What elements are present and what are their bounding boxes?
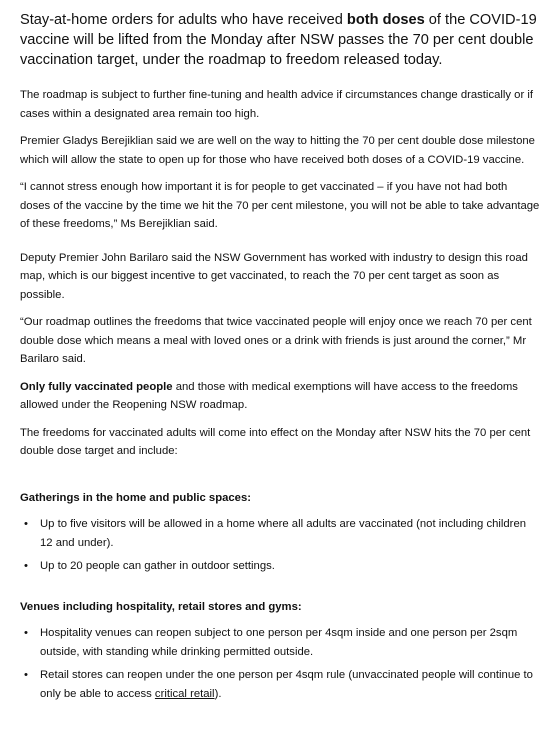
section-heading-gatherings: Gatherings in the home and public spaces: bbox=[20, 491, 252, 504]
paragraph-roadmap-subject: The roadmap is subject to further fine-tuning and health advice if circumstances change drastically or if cases within a designated area remain too high. bbox=[20, 89, 534, 120]
list-item-text: Up to 20 people can gather in outdoor settings. bbox=[40, 560, 275, 572]
list-item bbox=[20, 557, 540, 576]
list-item-text: Up to five visitors will be allowed in a home where all adults are vaccinated (not including children 12 and under). bbox=[40, 518, 527, 549]
list-item-text-end: ). bbox=[214, 687, 222, 700]
list-item bbox=[20, 515, 540, 552]
paragraph-freedoms-intro: The freedoms for vaccinated adults will come into effect on the Monday after NSW hits the 70 per cent double dose target and include: bbox=[20, 426, 531, 457]
lead-paragraph bbox=[20, 10, 540, 70]
paragraph-premier-quote: “I cannot stress enough how important it is for people to get vaccinated – if you have not had both doses of the vaccine by the time we hit the 70 per cent milestone, you will not be able to take advantage of these freedoms,” Ms Berejiklian said. bbox=[20, 181, 540, 230]
gatherings-list bbox=[20, 515, 540, 576]
fully-vaccinated-emphasis: Only fully vaccinated people bbox=[20, 380, 173, 393]
section-heading-venues: Venues including hospitality, retail stores and gyms: bbox=[20, 600, 302, 613]
lead-text: Stay-at-home orders for adults who have received bbox=[20, 12, 347, 28]
venues-list bbox=[20, 624, 540, 703]
lead-text-continued: of the COVID-19 vaccine will be lifted from the Monday after NSW passes the 70 per cent double vaccination target, under the roadmap to freedom released today. bbox=[20, 12, 537, 68]
paragraph-fully-vaccinated bbox=[20, 378, 540, 415]
critical-retail-link[interactable]: critical retail bbox=[154, 687, 215, 700]
lead-emphasis: both doses bbox=[346, 12, 425, 28]
paragraph-premier-statement: Premier Gladys Berejiklian said we are well on the way to hitting the 70 per cent double dose milestone which will allow the state to open up for those who have received both doses of a COVID-19 vaccine. bbox=[20, 135, 535, 166]
paragraph-deputy-statement: Deputy Premier John Barilaro said the NSW Government has worked with industry to design this road map, which is our biggest incentive to get vaccinated, to reach the 70 per cent target as soon as possible. bbox=[20, 251, 528, 301]
bullet-icon: • bbox=[24, 627, 28, 639]
list-item-text: Hospitality venues can reopen subject to one person per 4sqm inside and one person per 2sqm outside, with standing while drinking permitted outside. bbox=[40, 627, 518, 658]
bullet-icon: • bbox=[24, 560, 28, 572]
list-item bbox=[20, 624, 540, 661]
list-item bbox=[20, 666, 540, 703]
paragraph-deputy-quote: “Our roadmap outlines the freedoms that twice vaccinated people will enjoy once we reach 70 per cent double dose which means a meal with loved ones or a drink with friends is just around the corner,” Mr Barilaro said. bbox=[20, 316, 532, 365]
article bbox=[20, 10, 540, 725]
bullet-icon: • bbox=[24, 518, 28, 530]
list-item-text: Retail stores can reopen under the one person per 4sqm rule (unvaccinated people will continue to only be able to access bbox=[40, 669, 533, 700]
bullet-icon: • bbox=[24, 669, 28, 681]
fully-vaccinated-text: and those with medical exemptions will have access to the freedoms allowed under the Reopening NSW roadmap. bbox=[20, 380, 518, 411]
